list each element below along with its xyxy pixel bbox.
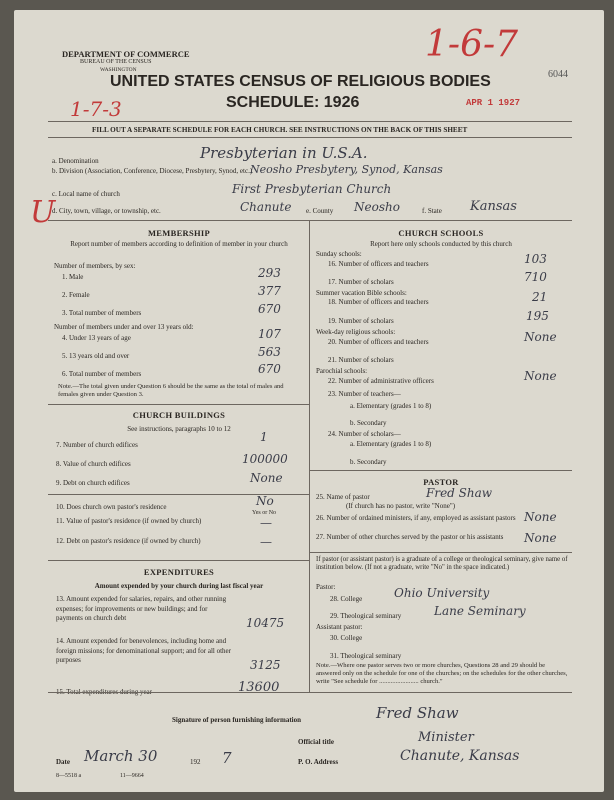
q9-label: 9. Debt on church edifices: [56, 479, 130, 487]
q5-value[interactable]: 563: [258, 345, 281, 359]
q29-label: 29. Theological seminary: [330, 612, 402, 620]
date-value[interactable]: March 30: [84, 747, 158, 765]
po-address-value[interactable]: Chanute, Kansas: [400, 748, 520, 764]
buildings-title: CHURCH BUILDINGS: [132, 410, 226, 420]
graduate-note: If pastor (or assistant pastor) is a graduate of a college or theological seminary, give name of institution below. (If not a graduate, write "No" in the space indicated.): [316, 556, 568, 571]
q11-label: 11. Value of pastor's residence (if owned by church): [56, 517, 202, 525]
expenditures-title: EXPENDITURES: [143, 567, 215, 577]
q23a-label: a. Elementary (grades 1 to 8): [350, 402, 432, 410]
q10-label: 10. Does church own pastor's residence: [56, 503, 167, 511]
q6-label: 6. Total number of members: [62, 370, 142, 378]
department-label: DEPARTMENT OF COMMERCE: [62, 49, 190, 59]
state-label: f. State: [422, 207, 442, 215]
q30-label: 30. College: [330, 634, 363, 642]
q1-label: 1. Male: [62, 273, 84, 281]
q16-value[interactable]: 103: [524, 252, 547, 266]
year-value[interactable]: 7: [222, 749, 232, 767]
q20-value[interactable]: None: [524, 330, 557, 344]
q12-value[interactable]: —: [260, 535, 272, 549]
city-label: WASHINGTON: [100, 67, 137, 73]
q28-label: 28. College: [330, 595, 363, 603]
local-name-value[interactable]: First Presbyterian Church: [232, 182, 392, 196]
q22-label: 22. Number of administrative officers: [328, 377, 434, 385]
q9-value[interactable]: None: [250, 471, 283, 485]
stamp-number: 6044: [548, 69, 568, 80]
q10-value[interactable]: No: [256, 494, 274, 508]
signature-label: Signature of person furnishing information: [172, 716, 301, 724]
q27-label: 27. Number of other churches served by the pastor or his assistants: [316, 533, 504, 541]
q14-value[interactable]: 3125: [250, 658, 281, 672]
q26-label: 26. Number of ordained ministers, if any, employed as assistant pastors: [316, 514, 516, 522]
state-value[interactable]: Kansas: [470, 199, 517, 214]
city-field-label: d. City, town, village, or township, etc.: [52, 207, 161, 215]
q20-label: 20. Number of officers and teachers: [328, 338, 429, 346]
county-label: e. County: [306, 207, 334, 215]
q8-label: 8. Value of church edifices: [56, 460, 131, 468]
q3-value[interactable]: 670: [258, 302, 281, 316]
county-value[interactable]: Neosho: [354, 200, 400, 214]
by-sex-label: Number of members, by sex:: [54, 262, 136, 270]
schedule-title: SCHEDULE: 1926: [226, 94, 360, 111]
q3-label: 3. Total number of members: [62, 309, 142, 317]
denomination-label: a. Denomination: [52, 157, 99, 165]
q1-value[interactable]: 293: [258, 266, 281, 280]
top-right-mark: 1-6-7: [425, 24, 519, 65]
q24a-label: a. Elementary (grades 1 to 8): [350, 440, 432, 448]
q18-label: 18. Number of officers and teachers: [328, 298, 429, 306]
q27-value[interactable]: None: [524, 531, 557, 545]
expenditures-sub: Amount expended by your church during last fiscal year: [94, 582, 264, 590]
page-title: UNITED STATES CENSUS OF RELIGIOUS BODIES: [110, 73, 491, 90]
membership-intro: Report number of members according to definition of member in your church: [70, 240, 288, 248]
instruction-banner: FILL OUT A SEPARATE SCHEDULE FOR EACH CHURCH. SEE INSTRUCTIONS ON THE BACK OF THIS SHEET: [92, 126, 468, 134]
q18-value[interactable]: 21: [532, 290, 548, 304]
pastor-title: PASTOR: [423, 477, 459, 487]
q25-note: (If church has no pastor, write "None"): [346, 502, 456, 510]
q17-value[interactable]: 710: [524, 270, 547, 284]
pastor-sublabel: Pastor:: [316, 583, 336, 591]
po-address-label: P. O. Address: [298, 758, 339, 766]
form-number-2: 11—9664: [120, 773, 144, 779]
q24-label: 24. Number of scholars—: [328, 430, 401, 438]
q7-label: 7. Number of church edifices: [56, 441, 138, 449]
q26-value[interactable]: None: [524, 510, 557, 524]
q6-value[interactable]: 670: [258, 362, 281, 376]
division-value[interactable]: Neosho Presbytery, Synod, Kansas: [250, 163, 443, 176]
q15-label: 15. Total expenditures during year: [56, 688, 152, 696]
year-prefix: 192: [190, 758, 201, 766]
schools-title: CHURCH SCHOOLS: [398, 228, 484, 238]
q21-label: 21. Number of scholars: [328, 356, 394, 364]
q28-value[interactable]: Ohio University: [394, 586, 490, 600]
q15-value[interactable]: 13600: [238, 680, 280, 695]
form-number: 8—5518 a: [56, 773, 82, 779]
bureau-label: BUREAU OF THE CENSUS: [80, 59, 152, 65]
q4-label: 4. Under 13 years of age: [62, 334, 131, 342]
q31-label: 31. Theological seminary: [330, 652, 402, 660]
q13-label: 13. Amount expended for salaries, repairs, and other running expenses; for improvements or new buildings; and for payments on church debt: [56, 595, 227, 622]
city-value[interactable]: Chanute: [240, 200, 292, 214]
parochial-label: Parochial schools:: [316, 367, 368, 375]
q23b-label: b. Secondary: [350, 419, 387, 427]
weekday-label: Week-day religious schools:: [316, 328, 396, 336]
q5-label: 5. 13 years old and over: [62, 352, 130, 360]
membership-title: MEMBERSHIP: [147, 228, 211, 238]
yes-no-hint: Yes or No: [252, 510, 277, 516]
local-name-label: c. Local name of church: [52, 190, 120, 198]
q22-value[interactable]: None: [524, 369, 557, 383]
official-title-label: Official title: [298, 738, 334, 746]
q12-label: 12. Debt on pastor's residence (if owned by church): [56, 537, 201, 545]
q13-value[interactable]: 10475: [246, 616, 285, 630]
date-label: Date: [56, 758, 70, 766]
q14-label: 14. Amount expended for benevolences, including home and foreign missions; for denominational support; and for all other purposes: [56, 637, 231, 664]
margin-mark: U: [30, 195, 56, 230]
membership-note: Note.—The total given under Question 6 should be the same as the total of males and females given under Question 3.: [58, 383, 284, 398]
received-stamp: APR 1 1927: [466, 98, 521, 108]
q4-value[interactable]: 107: [258, 327, 281, 341]
official-title-value[interactable]: Minister: [418, 730, 474, 745]
summer-label: Summer vacation Bible schools:: [316, 289, 407, 297]
q17-label: 17. Number of scholars: [328, 278, 394, 286]
q16-label: 16. Number of officers and teachers: [328, 260, 429, 268]
q2-value[interactable]: 377: [258, 284, 281, 298]
q29-value[interactable]: Lane Seminary: [434, 604, 526, 618]
age-intro-label: Number of members under and over 13 years old:: [54, 323, 194, 331]
q24b-label: b. Secondary: [350, 458, 387, 466]
buildings-sub: See instructions, paragraphs 10 to 12: [127, 425, 231, 433]
q7-value[interactable]: 1: [260, 430, 268, 444]
q19-label: 19. Number of scholars: [328, 317, 394, 325]
q23-label: 23. Number of teachers—: [328, 390, 401, 398]
q25-label: 25. Name of pastor: [316, 493, 370, 501]
denomination-value[interactable]: Presbyterian in U.S.A.: [200, 144, 368, 162]
q2-label: 2. Female: [62, 291, 90, 299]
sunday-label: Sunday schools:: [316, 250, 362, 258]
assistant-sublabel: Assistant pastor:: [316, 623, 363, 631]
q19-value[interactable]: 195: [526, 309, 549, 323]
q11-value[interactable]: —: [260, 516, 272, 530]
division-label: b. Division (Association, Conference, Diocese, Presbytery, Synod, etc.): [52, 167, 253, 175]
q25-value[interactable]: Fred Shaw: [426, 486, 493, 500]
schools-sub: Report here only schools conducted by this church: [370, 240, 512, 248]
q8-value[interactable]: 100000: [242, 452, 288, 466]
left-mark: 1-7-3: [70, 97, 122, 121]
signature-value[interactable]: Fred Shaw: [376, 704, 459, 722]
pastor-note: Note.—Where one pastor serves two or more churches, Questions 28 and 29 should be answered only on the schedule for one of the churches; on the schedules for the other churches, write "See schedule for ........................ church.": [316, 662, 568, 685]
